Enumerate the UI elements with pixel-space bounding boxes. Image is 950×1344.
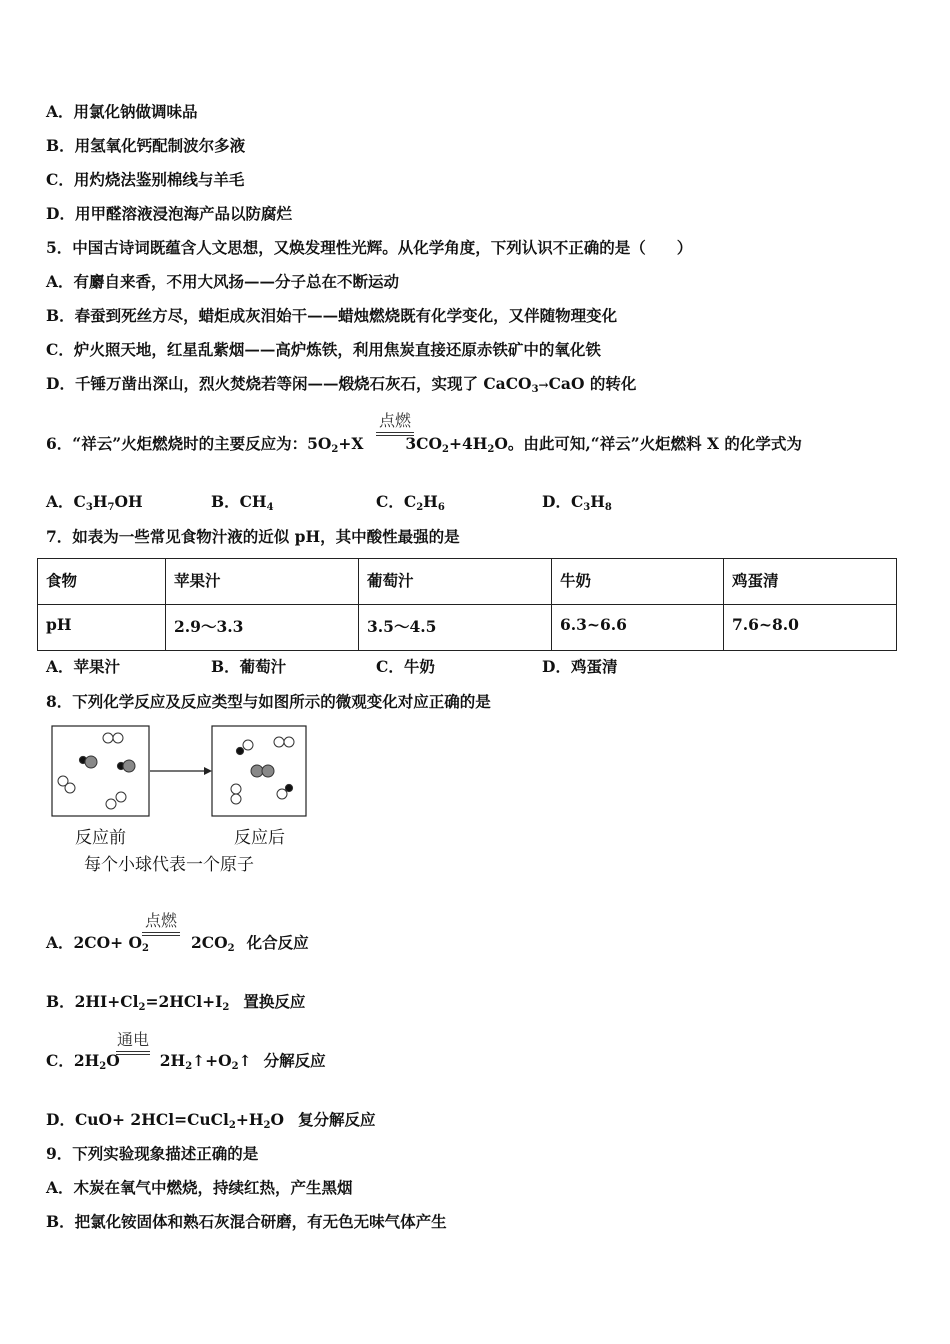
q4-option-c: C．用灼烧法鉴别棉线与羊毛 (46, 170, 245, 189)
q6-sub3: 2 (487, 444, 495, 455)
table-header-cell: 葡萄汁 (359, 559, 552, 605)
q7-option-d: D．鸡蛋清 (542, 657, 618, 676)
q4-option-d: D．用甲醛溶液浸泡海产品以防腐烂 (46, 204, 292, 223)
before-box (52, 726, 149, 816)
q8a-reaction-condition: 点燃 (142, 908, 180, 936)
table-cell: 2.9～3.3 (166, 605, 359, 651)
q5-stem: 5．中国古诗词既蕴含人文思想，又焕发理性光辉。从化学角度，下列认识不正确的是（ ） (46, 238, 693, 257)
q6-stem (46, 434, 802, 454)
table-row (38, 559, 897, 605)
table-header-cell: 苹果汁 (166, 559, 359, 605)
q5-option-d (46, 374, 636, 395)
q6-sub1: 2 (331, 444, 339, 455)
table-cell: 3.5～4.5 (359, 605, 552, 651)
q6-option-d: D．$C_3H_8$ (542, 492, 612, 513)
q8c-reaction-condition: 通电 (116, 1027, 150, 1055)
after-molecules (231, 737, 294, 804)
q6-p3: 3CO (405, 434, 443, 453)
q5-d-arrow: → (538, 378, 549, 392)
diagram-caption: 每个小球代表一个原子 (84, 855, 254, 875)
q5-d-prefix: D．千锤万凿出深山，烈火焚烧若等闲——煅烧石灰石，实现了 CaCO (46, 374, 532, 393)
micro-reaction-diagram (50, 724, 310, 820)
q8-option-b: B．$2HI+Cl_2=2HCl+I_2$ 置换反应 (46, 992, 306, 1013)
arrow-head (204, 767, 212, 775)
q4-option-b: B．用氢氧化钙配制波尔多液 (46, 136, 246, 155)
q9-stem: 9．下列实验现象描述正确的是 (46, 1144, 259, 1163)
q6-p4: +4H (448, 434, 488, 453)
label-after: 反应后 (234, 828, 285, 848)
q8-option-c: C．$2H_2O$ $2H_2↑+O_2↑$ 分解反应 (46, 1051, 326, 1072)
q8-option-a: A．$2CO+ O_2$ $2CO_2$ 化合反应 (46, 933, 309, 954)
table-cell: 7.6~8.0 (724, 605, 897, 651)
table-header-cell: 鸡蛋清 (724, 559, 897, 605)
q7-option-b: B．葡萄汁 (211, 657, 287, 676)
q7-option-c: C．牛奶 (376, 657, 435, 676)
q5-d-suffix: CaO 的转化 (548, 374, 637, 393)
q7-option-a: A．苹果汁 (46, 657, 121, 676)
q6-prefix: 6．“祥云”火炬燃烧时的主要反应为：5O (46, 434, 332, 453)
q7-stem: 7．如表为一些常见食物汁液的近似 pH，其中酸性最强的是 (46, 527, 460, 546)
table-row (38, 605, 897, 651)
q5-option-b: B．春蚕到死丝方尽，蜡炬成灰泪始干——蜡烛燃烧既有化学变化，又伴随物理变化 (46, 306, 618, 325)
q8-stem: 8．下列化学反应及反应类型与如图所示的微观变化对应正确的是 (46, 692, 491, 711)
table-header-cell: 牛奶 (552, 559, 724, 605)
table-header-cell: 食物 (38, 559, 166, 605)
q6-condition-text: 点燃 (378, 411, 411, 430)
q8-option-d: D．$CuO+ 2HCl=CuCl_2+H_2O$ 复分解反应 (46, 1110, 376, 1131)
q6-option-a: A．$C_3H_7OH$ (46, 492, 143, 513)
q6-option-b: B．$CH_4$ (211, 492, 274, 513)
q6-option-c: C．$C_2H_6$ (376, 492, 445, 513)
q4-option-a: A．用氯化钠做调味品 (46, 102, 198, 121)
table-cell: 6.3~6.6 (552, 605, 724, 651)
label-before: 反应前 (75, 828, 126, 848)
q6-mid1: +X (338, 434, 364, 453)
ph-table (37, 558, 897, 651)
table-cell: pH (38, 605, 166, 651)
q9-option-b: B．把氯化铵固体和熟石灰混合研磨，有无色无味气体产生 (46, 1212, 447, 1231)
q5-d-sub: 3 (531, 384, 539, 395)
q5-option-c: C．炉火照天地，红星乱紫烟——高炉炼铁，利用焦炭直接还原赤铁矿中的氧化铁 (46, 340, 601, 359)
q5-option-a: A．有麝自来香，不用大风扬——分子总在不断运动 (46, 272, 400, 291)
q9-option-a: A．木炭在氧气中燃烧，持续红热，产生黑烟 (46, 1178, 353, 1197)
q6-sub2: 2 (442, 444, 449, 455)
q6-reaction-condition (376, 408, 414, 436)
before-molecules (58, 733, 135, 809)
q6-suffix: O。由此可知,“祥云”火炬燃料 X 的化学式为 (494, 434, 802, 453)
